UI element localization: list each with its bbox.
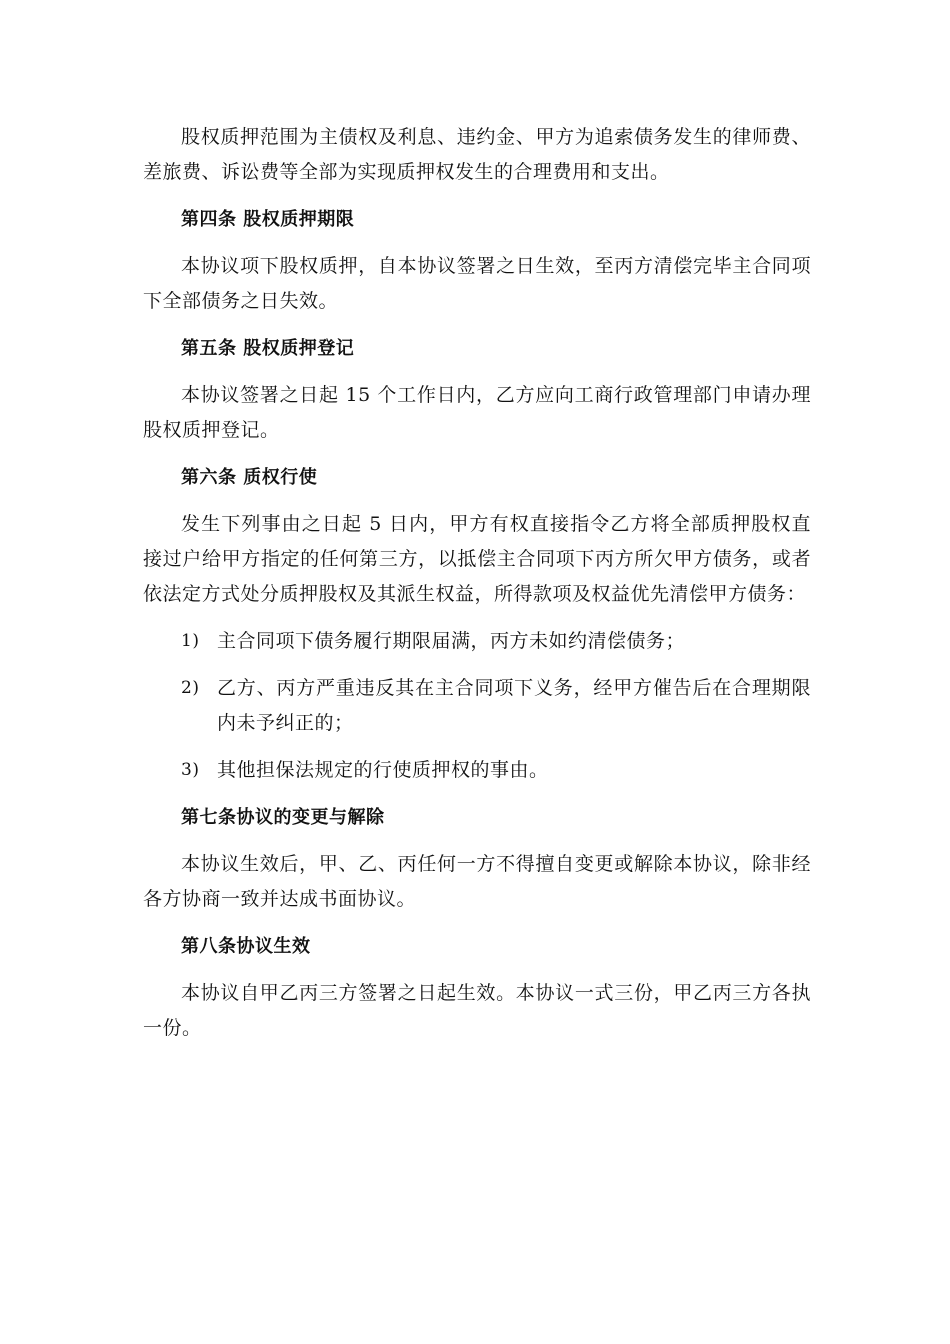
list-item-text: 乙方、丙方严重违反其在主合同项下义务，经甲方催告后在合理期限内未予纠正的； xyxy=(217,677,811,734)
list-item-number: 2) xyxy=(181,678,200,698)
article-8-heading: 第八条协议生效 xyxy=(181,936,311,957)
article-5-heading: 第五条 股权质押登记 xyxy=(181,338,355,359)
pledge-registration-paragraph: 本协议签署之日起 15 个工作日内，乙方应向工商行政管理部门申请办理股权质押登记。 xyxy=(143,384,811,441)
list-item xyxy=(181,624,811,659)
pledge-exercise-paragraph: 发生下列事由之日起 5 日内，甲方有权直接指令乙方将全部质押股权直接过户给甲方指定的任何第三方，以抵偿主合同项下丙方所欠甲方债务，或者依法定方式处分质押股权及其派生权益，所得款项及权益优先清偿甲方债务： xyxy=(143,513,811,605)
article-7-heading: 第七条协议的变更与解除 xyxy=(181,807,385,828)
list-item xyxy=(181,753,811,788)
pledge-term-paragraph: 本协议项下股权质押，自本协议签署之日生效，至丙方清偿完毕主合同项下全部债务之日失效。 xyxy=(143,255,811,312)
amendment-paragraph: 本协议生效后，甲、乙、丙任何一方不得擅自变更或解除本协议，除非经各方协商一致并达成书面协议。 xyxy=(143,853,811,910)
list-item xyxy=(181,671,811,741)
list-item-text: 其他担保法规定的行使质押权的事由。 xyxy=(217,759,549,781)
list-item-number: 1) xyxy=(181,631,200,651)
list-item-number: 3) xyxy=(181,760,200,780)
list-item-text: 主合同项下债务履行期限届满，丙方未如约清偿债务； xyxy=(217,630,686,652)
effectiveness-paragraph: 本协议自甲乙丙三方签署之日起生效。本协议一式三份，甲乙丙三方各执一份。 xyxy=(143,982,811,1039)
article-6-heading: 第六条 质权行使 xyxy=(181,467,318,488)
document-body xyxy=(143,120,811,1058)
pledge-scope-paragraph: 股权质押范围为主债权及利息、违约金、甲方为追索债务发生的律师费、差旅费、诉讼费等全部为实现质押权发生的合理费用和支出。 xyxy=(143,126,811,183)
article-4-heading: 第四条 股权质押期限 xyxy=(181,209,355,230)
